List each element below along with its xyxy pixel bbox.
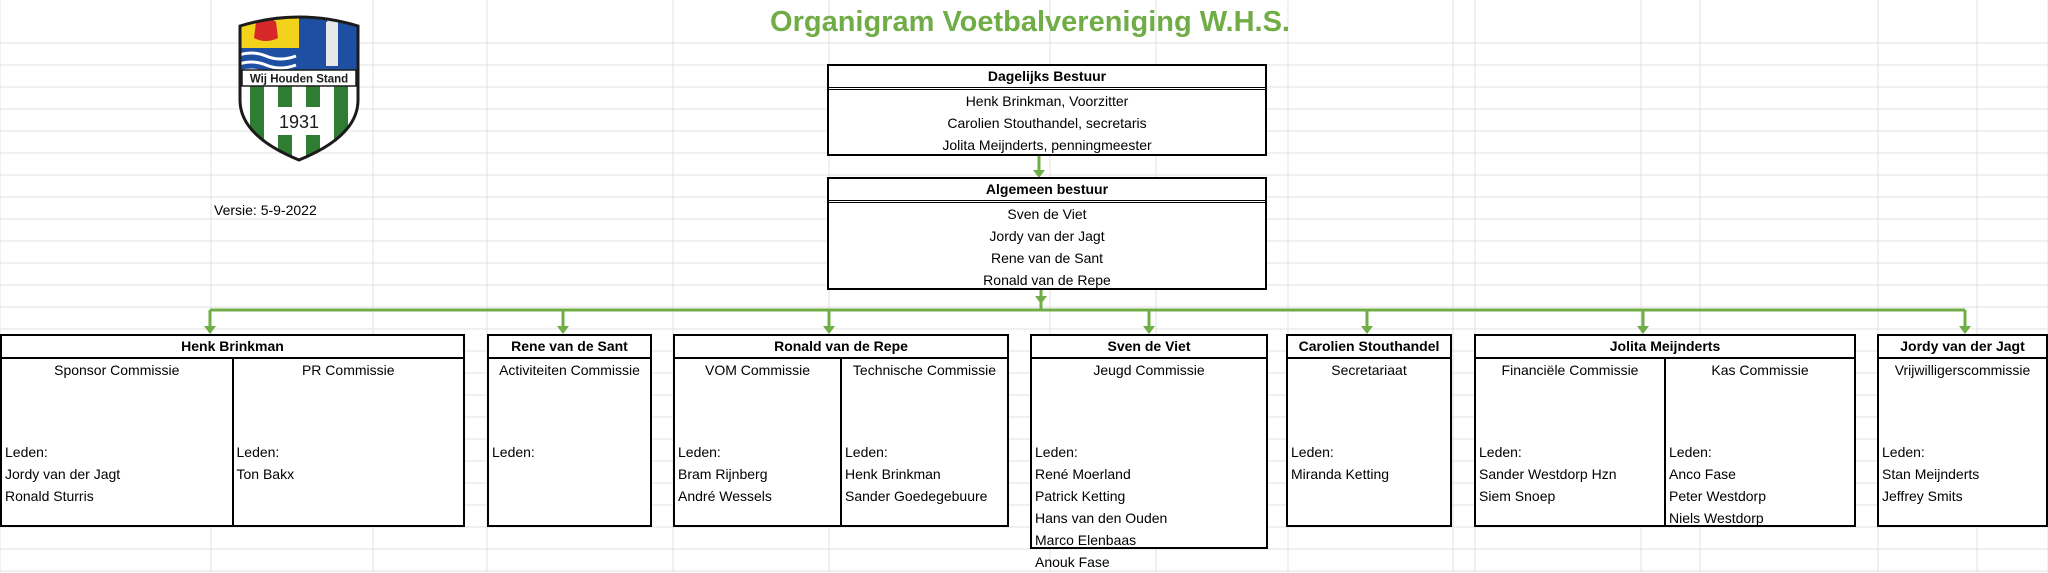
commission-member: Jordy van der Jagt — [5, 466, 121, 482]
commission-column — [489, 359, 650, 525]
commission-member: Marco Elenbaas — [1035, 532, 1137, 548]
commission-member: André Wessels — [678, 488, 772, 504]
commission-box — [1877, 334, 2048, 527]
commission-title: Vrijwilligerscommissie — [1894, 362, 2031, 378]
leden-label: Leden: — [236, 444, 280, 460]
dagelijks-bestuur-box — [827, 64, 1267, 156]
leden-label: Leden: — [492, 444, 535, 460]
commission-member: Stan Meijnderts — [1882, 466, 1980, 482]
algemeen-bestuur-member: Sven de Viet — [1007, 206, 1087, 222]
page-title: Organigram Voetbalvereniging W.H.S. — [770, 6, 1290, 38]
commission-head: Rene van de Sant — [489, 336, 650, 359]
commission-head: Carolien Stouthandel — [1288, 336, 1450, 359]
commission-column — [232, 359, 464, 525]
commission-box — [1286, 334, 1452, 527]
commission-column — [840, 359, 1007, 525]
commission-member: Hans van den Ouden — [1035, 510, 1168, 526]
algemeen-bestuur-box — [827, 177, 1267, 290]
commission-member: Sander Goedegebuure — [845, 488, 988, 504]
commission-title: VOM Commissie — [704, 362, 810, 378]
commission-title: Kas Commissie — [1711, 362, 1809, 378]
leden-label: Leden: — [1882, 444, 1925, 460]
leden-label: Leden: — [1035, 444, 1078, 460]
commission-column — [2, 359, 232, 525]
commission-column — [1032, 359, 1266, 570]
commission-column — [1664, 359, 1854, 525]
commission-box — [673, 334, 1009, 527]
commission-title: Sponsor Commissie — [54, 362, 180, 378]
commission-title: Financiële Commissie — [1501, 362, 1639, 378]
algemeen-bestuur-member: Rene van de Sant — [990, 250, 1104, 266]
commission-head: Henk Brinkman — [2, 336, 463, 359]
commission-title: Secretariaat — [1331, 362, 1407, 378]
commission-member: Niels Westdorp — [1669, 510, 1764, 526]
commission-title: Jeugd Commissie — [1093, 362, 1205, 378]
commission-head: Jolita Meijnderts — [1476, 336, 1854, 359]
version-label: Versie: 5-9-2022 — [214, 202, 317, 218]
leden-label: Leden: — [678, 444, 721, 460]
commission-column — [1288, 359, 1450, 525]
dagelijks-bestuur-member: Henk Brinkman, Voorzitter — [965, 93, 1129, 109]
commission-column — [1879, 359, 2046, 525]
commission-member: Ronald Sturris — [5, 488, 94, 504]
commission-box — [1474, 334, 1856, 527]
commission-box — [1030, 334, 1268, 570]
commission-title: Technische Commissie — [852, 362, 997, 378]
leden-label: Leden: — [1479, 444, 1522, 460]
dagelijks-bestuur-member: Carolien Stouthandel, secretaris — [947, 115, 1147, 131]
commission-member: Patrick Ketting — [1035, 488, 1126, 504]
algemeen-bestuur-member: Jordy van der Jagt — [989, 228, 1105, 244]
dagelijks-bestuur-member: Jolita Meijnderts, penningmeester — [942, 137, 1152, 153]
commission-column — [1476, 359, 1664, 525]
commission-column — [675, 359, 840, 525]
leden-label: Leden: — [1669, 444, 1712, 460]
leden-label: Leden: — [845, 444, 888, 460]
algemeen-bestuur-member: Ronald van de Repe — [983, 272, 1111, 288]
commission-member: Henk Brinkman — [845, 466, 941, 482]
commission-member: Siem Snoep — [1479, 488, 1556, 504]
logo-text: Wij Houden Stand — [249, 73, 349, 86]
commission-title: PR Commissie — [301, 362, 395, 378]
dagelijks-bestuur-title: Dagelijks Bestuur — [829, 66, 1265, 90]
commission-member: Miranda Ketting — [1291, 466, 1390, 482]
logo-year: 1931 — [278, 112, 320, 132]
leden-label: Leden: — [5, 444, 48, 460]
commission-member: Jeffrey Smits — [1882, 488, 1963, 504]
commission-member: Sander Westdorp Hzn — [1479, 466, 1617, 482]
commission-member: Anouk Fase — [1035, 554, 1110, 570]
commission-member: Bram Rijnberg — [678, 466, 768, 482]
commission-member: René Moerland — [1035, 466, 1131, 482]
commission-title: Activiteiten Commissie — [499, 362, 640, 378]
leden-label: Leden: — [1291, 444, 1334, 460]
commission-head: Jordy van der Jagt — [1879, 336, 2046, 359]
club-logo — [232, 8, 366, 162]
commission-box — [0, 334, 465, 527]
algemeen-bestuur-title: Algemeen bestuur — [829, 179, 1265, 203]
commission-member: Ton Bakx — [236, 466, 295, 482]
commission-head: Sven de Viet — [1032, 336, 1266, 359]
commission-head: Ronald van de Repe — [675, 336, 1007, 359]
commission-box — [487, 334, 652, 527]
commission-member: Anco Fase — [1669, 466, 1736, 482]
commission-member: Peter Westdorp — [1669, 488, 1767, 504]
